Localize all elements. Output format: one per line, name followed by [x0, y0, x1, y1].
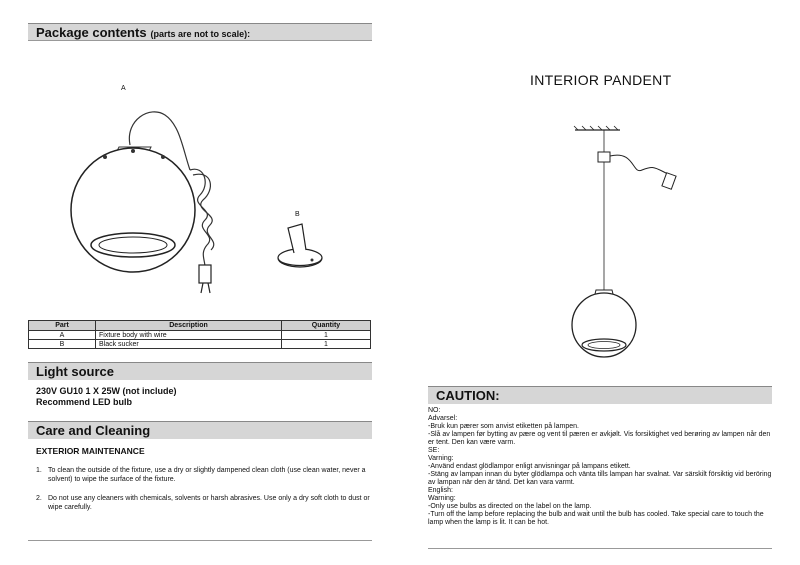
- cell-quantity: 1: [282, 340, 371, 349]
- part-a-label: A: [121, 85, 126, 92]
- caution-header: [428, 386, 772, 404]
- product-title: INTERIOR PANDENT: [530, 72, 672, 88]
- header-quantity: Quantity: [282, 321, 371, 331]
- caution-line: -Turn off the lamp before replacing the bulb and wait until the bulb has cooled. Take special care to touch the lamp when the lamp is lit. It can be hot.: [428, 511, 764, 526]
- care-cleaning-title: Care and Cleaning: [36, 423, 151, 438]
- caution-line: -Only use bulbs as directed on the label on the lamp.: [428, 503, 592, 510]
- light-source-title: Light source: [36, 364, 115, 379]
- list-item: [36, 494, 371, 512]
- package-subtitle: (parts are not to scale):: [150, 29, 251, 39]
- light-source-spec: [36, 386, 177, 408]
- header-part: Part: [29, 321, 96, 331]
- divider: [428, 548, 772, 549]
- cell-part: A: [29, 331, 96, 340]
- pendant-illustration: [560, 120, 690, 370]
- cell-part: B: [29, 340, 96, 349]
- divider: [28, 540, 372, 541]
- caution-line: Varning:: [428, 455, 454, 462]
- list-item: [36, 466, 371, 484]
- caution-line: SE:: [428, 447, 440, 454]
- caution-line: -Använd endast glödlampor enligt anvisningar på lampans etikett.: [428, 463, 631, 470]
- cell-description: Black sucker: [96, 340, 282, 349]
- list-text: Do not use any cleaners with chemicals, solvents or harsh abrasives. Use only a dry soft cloth to dust or wipe carefully.: [48, 495, 370, 511]
- header-description: Description: [96, 321, 282, 331]
- caution-line: NO:: [428, 407, 441, 414]
- bulb-recommendation: Recommend LED bulb: [36, 397, 133, 407]
- parts-table: [28, 320, 371, 349]
- caution-title: CAUTION:: [436, 388, 500, 403]
- bulb-spec-line: 230V GU10 1 X 25W (not include): [36, 386, 177, 396]
- caution-line: English:: [428, 487, 453, 494]
- list-number: 2.: [36, 495, 42, 502]
- divider: [28, 40, 372, 41]
- caution-body: [428, 407, 773, 527]
- fixture-body-illustration: [55, 95, 255, 295]
- caution-line: Advarsel:: [428, 415, 458, 422]
- list-text: To clean the outside of the fixture, use a dry or slightly dampened clean cloth (use clean water, never a solvent) to wipe the surface of the fixture.: [48, 467, 366, 483]
- caution-line: Warning:: [428, 495, 456, 502]
- black-sucker-illustration: [272, 220, 332, 275]
- part-b-label: B: [295, 211, 300, 218]
- cell-quantity: 1: [282, 331, 371, 340]
- table-row: [29, 331, 371, 340]
- table-header-row: [29, 321, 371, 331]
- list-number: 1.: [36, 467, 42, 474]
- care-cleaning-header: [28, 421, 372, 439]
- table-row: [29, 340, 371, 349]
- caution-line: -Slå av lampen før bytting av pære og vent til pæren er avkjølt. Vis forsiktighet ved berøring av lampen når den er tent. Den kan være varm.: [428, 431, 771, 446]
- caution-line: -Bruk kun pærer som anvist etiketten på lampen.: [428, 423, 579, 430]
- package-title-text: Package contents: [36, 25, 147, 40]
- caution-line: -Stäng av lampan innan du byter glödlampa och vänta tills lampan har svalnat. Var särskilt försiktig vid beröring av lampan när den är tänd. Det kan vara varmt.: [428, 471, 772, 486]
- package-contents-title: [36, 25, 250, 40]
- cell-description: Fixture body with wire: [96, 331, 282, 340]
- exterior-maintenance-subtitle: EXTERIOR MAINTENANCE: [36, 446, 145, 456]
- package-contents-header: [28, 23, 372, 41]
- light-source-header: [28, 362, 372, 380]
